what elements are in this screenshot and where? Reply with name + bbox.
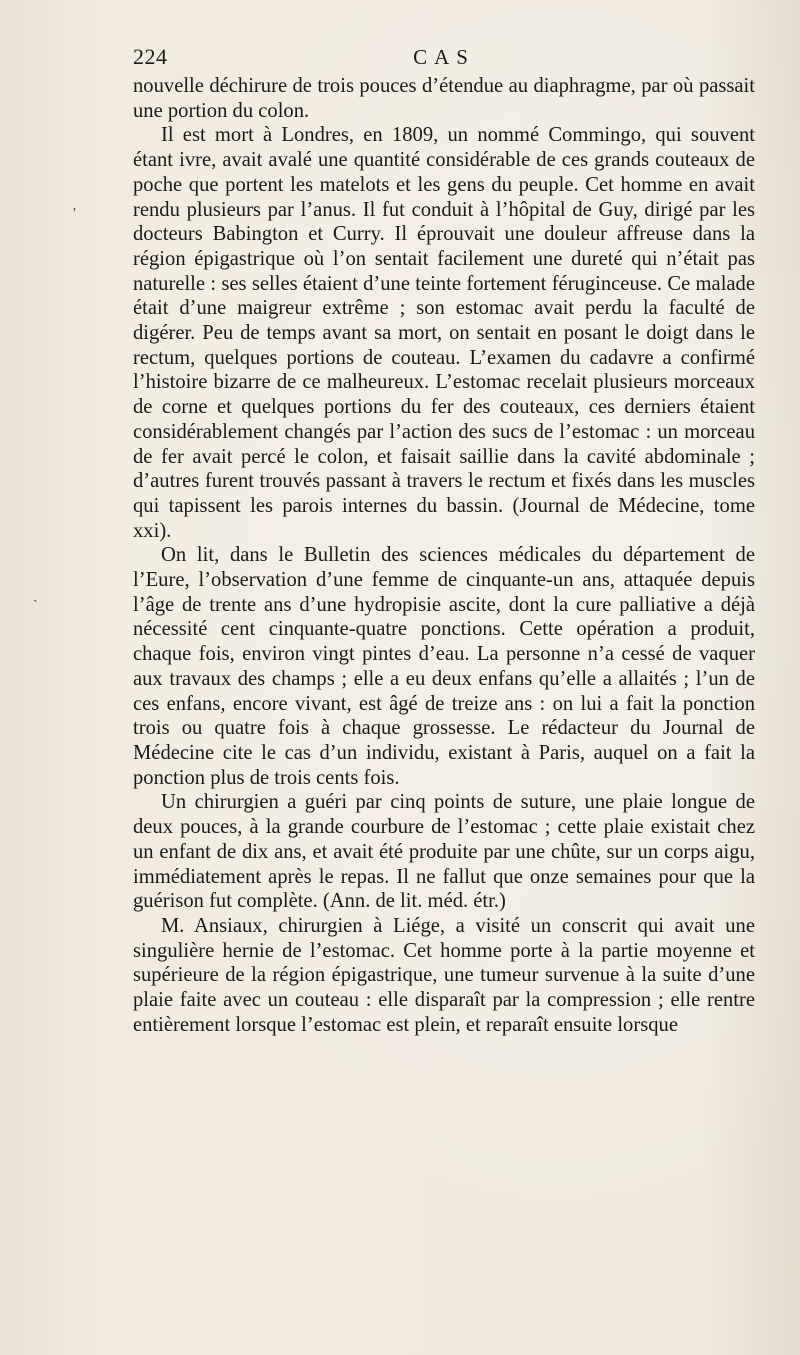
page-number: 224	[133, 44, 168, 69]
paragraph-continuation: nouvelle déchirure de trois pouces d’étendue au diaphragme, par où passait une portion du colon.	[133, 75, 755, 122]
paragraph-commingo: Il est mort à Londres, en 1809, un nommé Commingo, qui souvent étant ivre, avait avalé une quantité considérable de ces grands couteaux de poche que portent les matelots et les gens du peuple. Cet homme en avait rendu plusieurs par l’anus. Il fut conduit à l’hôpital de Guy, dirigé par les docteurs Babington et Curry. Il éprouvait une douleur affreuse dans la région épigastrique où l’on sentait facilement une dureté qui n’était pas naturelle : ses selles étaient d’une teinte fortement féruginceuse. Ce malade était d’une maigreur extrême ; son estomac avait perdu la faculté de digérer. Peu de temps avant sa mort, on sentait en posant le doigt dans le rectum, quelques portions de couteau. L’examen du cadavre a confirmé l’histoire bizarre de ce malheureux. L’estomac recelait plusieurs morceaux de corne et quelques portions du fer des couteaux, ces derniers étaient considérablement changés par l’action des sucs de l’estomac : un morceau de fer avait percé le colon, et faisait saillie dans la cavité abdominale ; d’autres furent trouvés passant à travers le rectum et fixés dans les muscles qui tapissent les parois internes du bassin. (Journal de Médecine, tome xxi).	[133, 124, 755, 542]
paragraph-suture: Un chirurgien a guéri par cinq points de suture, une plaie longue de deux pouces, à la grande courbure de l’estomac ; cette plaie existait chez un enfant de dix ans, et avait été produite par une chûte, sur un corps aigu, immédiatement après le repas. Il ne fallut que onze semaines pour que la guérison fut complète. (Ann. de lit. méd. étr.)	[133, 791, 755, 913]
paragraph-ascite: On lit, dans le Bulletin des sciences médicales du département de l’Eure, l’observation d’une femme de cinquante-un ans, attaquée depuis l’âge de trente ans d’une hydropisie ascite, dont la cure palliative a déjà nécessité cent cinquante-quatre ponctions. Cette opération a produit, chaque fois, environ vingt pintes d’eau. La personne n’a cessé de vaquer aux travaux des champs ; elle a eu deux enfans qu’elle a allaités ; l’un de ces enfans, encore vivant, est âgé de treize ans : on lui a fait la ponction trois ou quatre fois à chaque grossesse. Le rédacteur du Journal de Médecine cite le cas d’un individu, existant à Paris, auquel on a fait la ponction plus de trois cents fois.	[133, 544, 755, 789]
page-header	[133, 40, 755, 74]
ink-speck: ’	[72, 206, 77, 221]
paragraph-ansiaux: M. Ansiaux, chirurgien à Liége, a visité un conscrit qui avait une singulière hernie de l’estomac. Cet homme porte à la partie moyenne et supérieure de la région épigastrique, une tumeur survenue à la suite d’une plaie faite avec un couteau : elle disparaît par la compression ; elle rentre entièrement lorsque l’estomac est plein, et reparaît ensuite lorsque	[133, 914, 755, 1036]
running-title: CAS	[413, 45, 475, 69]
page-body	[133, 74, 755, 1037]
ink-speck: ˎ	[33, 588, 38, 603]
